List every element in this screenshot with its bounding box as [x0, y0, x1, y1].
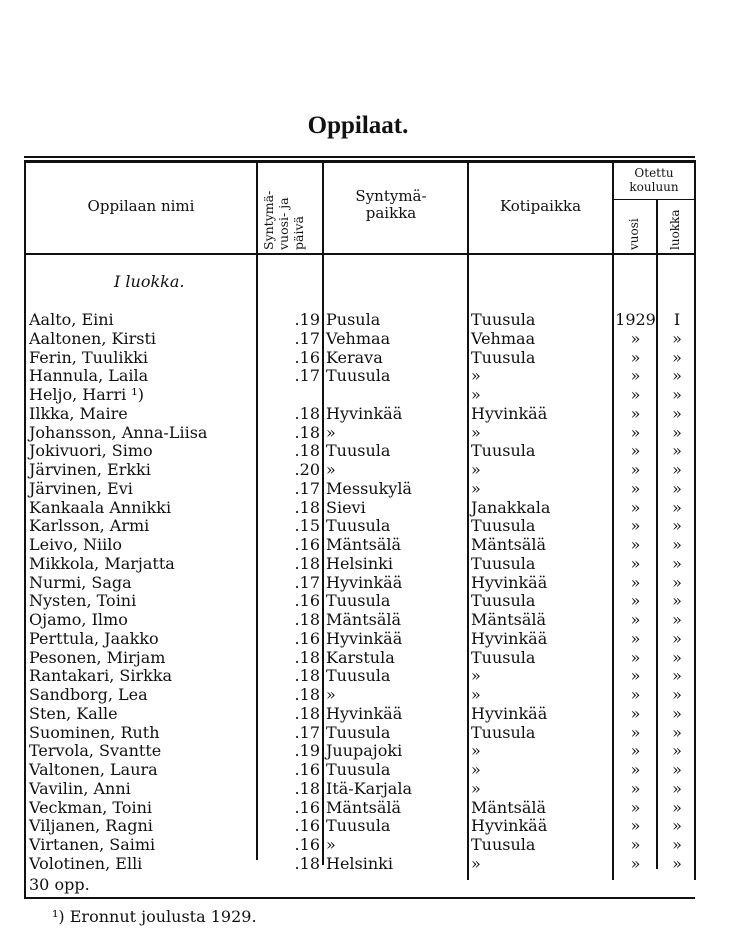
birth-day: .18: [294, 497, 320, 517]
header-birthday: Syntymä-vuosi- ja päivä: [261, 190, 306, 250]
header-birthplace: Syntymä-paikka: [355, 187, 427, 222]
arrival-class: »: [672, 666, 682, 686]
student-name: Vavilin, Anni: [29, 778, 131, 798]
table-row: [0, 535, 750, 554]
arrival-class: »: [672, 628, 682, 648]
birthplace: Tuusula: [326, 591, 391, 611]
birth-day: .18: [294, 422, 320, 442]
homeplace: Tuusula: [471, 347, 536, 367]
table-row: [0, 854, 750, 873]
arrival-class: »: [672, 328, 682, 348]
arrival-class: »: [672, 347, 682, 367]
arrival-class: »: [672, 591, 682, 611]
homeplace: Tuusula: [471, 722, 536, 742]
birth-day: .16: [294, 628, 320, 648]
table-bottom-rule: [24, 897, 695, 899]
arrival-year: »: [630, 610, 641, 629]
student-name: Ojamo, Ilmo: [29, 610, 128, 629]
table-row: [0, 554, 750, 573]
arrival-year: »: [630, 328, 641, 348]
table-row: [0, 816, 750, 835]
birthplace: »: [326, 460, 336, 479]
table-row: [0, 741, 750, 760]
arrival-year: »: [630, 347, 641, 367]
birth-day: .17: [294, 722, 320, 742]
homeplace: Hyvinkää: [471, 816, 548, 836]
header-bottom-rule: [24, 253, 695, 255]
birth-day: .16: [294, 347, 320, 367]
table-row: [0, 348, 750, 367]
arrival-year: »: [630, 797, 641, 817]
birth-day: .18: [294, 778, 320, 798]
student-name: Aaltonen, Kirsti: [29, 328, 156, 348]
arrival-year: »: [630, 816, 641, 836]
birth-day: .18: [294, 685, 320, 704]
homeplace: Mäntsälä: [471, 535, 547, 554]
student-name: Sandborg, Lea: [29, 685, 148, 704]
table-row: [0, 685, 750, 704]
arrival-class: »: [672, 516, 682, 536]
student-name: Viljanen, Ragni: [29, 816, 153, 836]
student-name: Ilkka, Maire: [29, 403, 128, 423]
birthplace: Tuusula: [326, 760, 391, 779]
birth-day: .18: [294, 853, 320, 873]
arrival-year: »: [630, 778, 641, 798]
student-name: Järvinen, Erkki: [29, 460, 151, 479]
page-title: Oppilaat.: [307, 112, 409, 139]
birthplace: Tuusula: [326, 666, 391, 686]
arrival-year: »: [630, 572, 641, 592]
arrival-class: »: [672, 553, 682, 573]
total-count: 30 opp.: [29, 875, 90, 894]
homeplace: »: [471, 685, 481, 704]
table-row: [0, 591, 750, 610]
homeplace: Janakkala: [471, 497, 551, 517]
homeplace: Hyvinkää: [471, 572, 548, 592]
arrival-year: »: [630, 628, 641, 648]
arrival-class: »: [672, 816, 682, 836]
birth-day: .18: [294, 441, 320, 461]
student-name: Hannula, Laila: [29, 366, 149, 386]
birthplace: Itä-Karjala: [326, 778, 412, 798]
student-name: Mikkola, Marjatta: [29, 553, 175, 573]
table-row: [0, 516, 750, 535]
arrival-year: »: [630, 722, 641, 742]
birth-day: .17: [294, 366, 320, 386]
birth-day: .18: [294, 610, 320, 629]
birthplace: Hyvinkää: [326, 403, 403, 423]
header-class: luokka: [668, 209, 682, 250]
arrival-class: »: [672, 385, 682, 404]
homeplace: »: [471, 385, 481, 404]
table-row: [0, 835, 750, 854]
arrival-class: »: [672, 853, 682, 873]
table-row: [0, 385, 750, 404]
arrival-year: »: [630, 460, 641, 479]
homeplace: Vehmaa: [471, 328, 536, 348]
birthplace: »: [326, 422, 336, 442]
birth-day: .15: [294, 516, 320, 536]
student-name: Nurmi, Saga: [29, 572, 132, 592]
birth-day: .19: [294, 741, 320, 761]
birth-day: .16: [294, 835, 320, 854]
header-homeplace: Kotipaikka: [499, 197, 582, 215]
arrival-year: »: [630, 478, 641, 498]
arrival-year: »: [630, 703, 641, 723]
header-arrived: Otettu kouluun: [629, 166, 679, 194]
homeplace: »: [471, 666, 481, 686]
arrival-class: »: [672, 797, 682, 817]
homeplace: Tuusula: [471, 553, 536, 573]
arrival-year: »: [630, 441, 641, 461]
birth-day: .16: [294, 760, 320, 779]
table-row: [0, 310, 750, 329]
homeplace: Tuusula: [471, 441, 536, 461]
arrival-class: »: [672, 497, 682, 517]
birthplace: Vehmaa: [326, 328, 391, 348]
birthplace: Helsinki: [326, 553, 393, 573]
birthplace: Tuusula: [326, 722, 391, 742]
arrival-class: »: [672, 685, 682, 704]
student-name: Perttula, Jaakko: [29, 628, 159, 648]
birthplace: Pusula: [326, 310, 381, 329]
arrival-class: »: [672, 366, 682, 386]
birthplace: Mäntsälä: [326, 535, 402, 554]
arrival-year: »: [630, 553, 641, 573]
arrival-class: I: [673, 310, 681, 329]
student-name: Jokivuori, Simo: [29, 441, 153, 461]
student-name: Johansson, Anna-Liisa: [29, 422, 208, 442]
table-row: [0, 404, 750, 423]
arrival-class: »: [672, 572, 682, 592]
birth-day: .17: [294, 328, 320, 348]
birthplace: Mäntsälä: [326, 797, 402, 817]
homeplace: Hyvinkää: [471, 628, 548, 648]
student-name: Sten, Kalle: [29, 703, 118, 723]
section-label: I luokka.: [114, 272, 185, 291]
header-name: Oppilaan nimi: [87, 197, 195, 215]
homeplace: »: [471, 478, 481, 498]
student-name: Suominen, Ruth: [29, 722, 160, 742]
birthplace: Tuusula: [326, 366, 391, 386]
arrival-year: »: [630, 366, 641, 386]
arrival-year: »: [630, 403, 641, 423]
arrival-year: »: [630, 591, 641, 611]
footnote: ¹) Eronnut joulusta 1929.: [52, 907, 257, 926]
arrival-year: »: [630, 741, 641, 761]
homeplace: »: [471, 460, 481, 479]
arrival-year: »: [630, 516, 641, 536]
homeplace: Tuusula: [471, 591, 536, 611]
birthplace: »: [326, 835, 336, 854]
homeplace: Mäntsälä: [471, 797, 547, 817]
table-row: [0, 648, 750, 667]
student-name: Aalto, Eini: [29, 310, 114, 329]
otettu-rule: [613, 199, 695, 200]
table-row: [0, 423, 750, 442]
student-name: Virtanen, Saimi: [29, 835, 156, 854]
birth-day: .20: [294, 460, 320, 479]
arrival-class: »: [672, 460, 682, 479]
arrival-class: »: [672, 478, 682, 498]
table-row: [0, 498, 750, 517]
homeplace: Hyvinkää: [471, 703, 548, 723]
arrival-class: »: [672, 703, 682, 723]
homeplace: »: [471, 760, 481, 779]
birthplace: Sievi: [326, 497, 366, 517]
birth-day: .16: [294, 797, 320, 817]
table-row: [0, 760, 750, 779]
arrival-class: »: [672, 835, 682, 854]
homeplace: »: [471, 778, 481, 798]
arrival-year: »: [630, 385, 641, 404]
arrival-year: »: [630, 647, 641, 667]
birthplace: Hyvinkää: [326, 628, 403, 648]
birthplace: Kerava: [326, 347, 383, 367]
table-row: [0, 779, 750, 798]
arrival-year: »: [630, 497, 641, 517]
birth-day: .18: [294, 666, 320, 686]
header-year: vuosi: [627, 218, 641, 250]
table-row: [0, 666, 750, 685]
student-name: Tervola, Svantte: [29, 741, 162, 761]
homeplace: »: [471, 853, 481, 873]
arrival-class: »: [672, 778, 682, 798]
table-row: [0, 460, 750, 479]
birth-day: .16: [294, 816, 320, 836]
homeplace: Tuusula: [471, 310, 536, 329]
birthplace: Hyvinkää: [326, 572, 403, 592]
arrival-class: »: [672, 422, 682, 442]
birthplace: Helsinki: [326, 853, 393, 873]
arrival-class: »: [672, 722, 682, 742]
student-name: Rantakari, Sirkka: [29, 666, 173, 686]
arrival-year: »: [630, 685, 641, 704]
birth-day: .16: [294, 591, 320, 611]
top-double-rule-1: [24, 156, 695, 158]
student-name: Volotinen, Elli: [29, 853, 143, 873]
homeplace: Tuusula: [471, 647, 536, 667]
homeplace: »: [471, 422, 481, 442]
table-row: [0, 441, 750, 460]
birth-day: .16: [294, 535, 320, 554]
arrival-class: »: [672, 610, 682, 629]
table-row: [0, 366, 750, 385]
arrival-year: »: [630, 535, 641, 554]
student-name: Nysten, Toini: [29, 591, 137, 611]
birth-day: .18: [294, 553, 320, 573]
arrival-year: »: [630, 853, 641, 873]
homeplace: Tuusula: [471, 835, 536, 854]
birth-day: .18: [294, 647, 320, 667]
top-double-rule-2: [24, 160, 695, 163]
homeplace: Mäntsälä: [471, 610, 547, 629]
arrival-class: »: [672, 647, 682, 667]
table-row: [0, 798, 750, 817]
homeplace: Hyvinkää: [471, 403, 548, 423]
student-name: Karlsson, Armi: [29, 516, 150, 536]
student-name: Järvinen, Evi: [29, 478, 133, 498]
birthplace: Messukylä: [326, 478, 412, 498]
arrival-class: »: [672, 403, 682, 423]
birthplace: Tuusula: [326, 816, 391, 836]
arrival-year: »: [630, 760, 641, 779]
arrival-class: »: [672, 760, 682, 779]
table-row: [0, 723, 750, 742]
arrival-year: »: [630, 666, 641, 686]
birth-day: .19: [294, 310, 320, 329]
student-name: Kankaala Annikki: [29, 497, 172, 517]
table-row: [0, 479, 750, 498]
birth-day: .18: [294, 703, 320, 723]
student-name: Pesonen, Mirjam: [29, 647, 166, 667]
arrival-class: »: [672, 741, 682, 761]
birthplace: Tuusula: [326, 516, 391, 536]
arrival-year: »: [630, 835, 641, 854]
homeplace: Tuusula: [471, 516, 536, 536]
table-row: [0, 329, 750, 348]
homeplace: »: [471, 366, 481, 386]
arrival-class: »: [672, 441, 682, 461]
student-name: Ferin, Tuulikki: [29, 347, 148, 367]
arrival-year: 1929: [615, 310, 656, 329]
arrival-year: »: [630, 422, 641, 442]
table-row: [0, 704, 750, 723]
birthplace: »: [326, 685, 336, 704]
birthplace: Karstula: [326, 647, 395, 667]
arrival-class: »: [672, 535, 682, 554]
table-row: [0, 610, 750, 629]
student-name: Heljo, Harri ¹): [29, 385, 144, 404]
student-name: Leivo, Niilo: [29, 535, 123, 554]
birthplace: Mäntsälä: [326, 610, 402, 629]
birthplace: Juupajoki: [326, 741, 403, 761]
table-row: [0, 629, 750, 648]
birth-day: .17: [294, 478, 320, 498]
birthplace: Hyvinkää: [326, 703, 403, 723]
student-name: Valtonen, Laura: [29, 760, 158, 779]
birth-day: .18: [294, 403, 320, 423]
homeplace: »: [471, 741, 481, 761]
birthplace: Tuusula: [326, 441, 391, 461]
student-name: Veckman, Toini: [29, 797, 152, 817]
table-row: [0, 573, 750, 592]
birth-day: .17: [294, 572, 320, 592]
